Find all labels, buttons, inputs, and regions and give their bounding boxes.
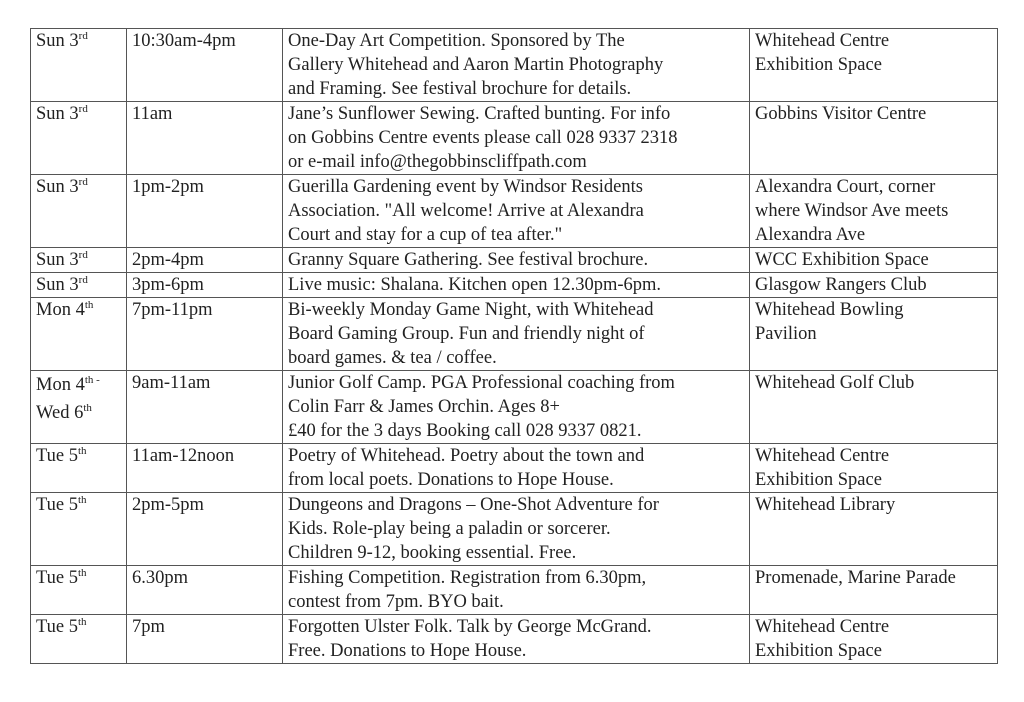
event-day-ordinal: th	[84, 299, 94, 311]
event-row	[31, 102, 998, 175]
event-day-cell	[31, 566, 127, 615]
event-day	[36, 248, 121, 272]
event-location-line: Alexandra Ave	[755, 225, 866, 245]
event-description-line: Board Gaming Group. Fun and friendly night of	[288, 324, 645, 344]
event-location-cell	[750, 493, 998, 566]
event-day-cell	[31, 615, 127, 664]
event-day-text: Wed 6	[36, 403, 84, 423]
event-time-cell	[127, 29, 283, 102]
event-description-line: Court and stay for a cup of tea after."	[288, 225, 563, 245]
event-location-line: Alexandra Court, corner	[755, 177, 936, 197]
event-description-line: board games. & tea / coffee.	[288, 348, 497, 368]
event-description-cell	[283, 371, 750, 444]
event-day-ordinal: rd	[78, 274, 88, 286]
event-day-text: Tue 5	[36, 495, 78, 515]
event-location-line: Pavilion	[755, 324, 817, 344]
event-location-cell	[750, 29, 998, 102]
event-description-cell	[283, 444, 750, 493]
event-location-line: Whitehead Centre	[755, 31, 890, 51]
event-location-cell	[750, 175, 998, 248]
event-day-ordinal: th -	[84, 374, 100, 386]
event-time-cell	[127, 371, 283, 444]
event-description-cell	[283, 615, 750, 664]
event-day-text: Sun 3	[36, 275, 79, 295]
event-description-line: £40 for the 3 days Booking call 028 9337 0821.	[288, 421, 642, 441]
event-time-cell	[127, 444, 283, 493]
event-day	[36, 29, 121, 53]
event-location-line: Exhibition Space	[755, 470, 882, 490]
event-description-line: from local poets. Donations to Hope House.	[288, 470, 614, 490]
event-time-cell	[127, 248, 283, 273]
event-description-line: Dungeons and Dragons – One-Shot Adventure for	[288, 495, 659, 515]
event-description-line: Free. Donations to Hope House.	[288, 641, 527, 661]
event-location-line: Gobbins Visitor Centre	[755, 104, 927, 124]
event-description-line: or e-mail info@thegobbinscliffpath.com	[288, 152, 587, 172]
event-location-line: WCC Exhibition Space	[755, 250, 929, 270]
event-row	[31, 298, 998, 371]
event-day	[36, 273, 121, 297]
event-time: 1pm-2pm	[132, 177, 204, 197]
event-day-cell	[31, 175, 127, 248]
event-time: 6.30pm	[132, 568, 189, 588]
event-location-line: Exhibition Space	[755, 55, 882, 75]
event-day-cell	[31, 102, 127, 175]
event-description-line: Fishing Competition. Registration from 6.30pm,	[288, 568, 647, 588]
event-time-cell	[127, 566, 283, 615]
event-description-line: Guerilla Gardening event by Windsor Residents	[288, 177, 643, 197]
event-time-cell	[127, 493, 283, 566]
event-day-cell	[31, 444, 127, 493]
event-description-cell	[283, 248, 750, 273]
event-description-line: Poetry of Whitehead. Poetry about the town and	[288, 446, 645, 466]
event-day	[36, 175, 121, 199]
event-day-ordinal: th	[78, 616, 87, 628]
event-description-cell	[283, 29, 750, 102]
event-location-line: Whitehead Centre	[755, 446, 890, 466]
event-day-text: Mon 4	[36, 375, 85, 395]
event-description-cell	[283, 102, 750, 175]
event-day-ordinal: th	[78, 567, 87, 579]
event-day-text: Tue 5	[36, 617, 78, 637]
event-row	[31, 615, 998, 664]
event-time: 11am-12noon	[132, 446, 235, 466]
event-day-ordinal: rd	[78, 103, 88, 115]
event-day-cell	[31, 493, 127, 566]
event-time: 7pm	[132, 617, 165, 637]
event-day	[36, 615, 121, 639]
event-description-line: and Framing. See festival brochure for details.	[288, 79, 632, 99]
event-day-ordinal: th	[78, 445, 87, 457]
event-day-ordinal: th	[83, 402, 92, 414]
event-row	[31, 444, 998, 493]
event-day	[36, 371, 121, 399]
event-description-cell	[283, 273, 750, 298]
event-location-line: where Windsor Ave meets	[755, 201, 949, 221]
event-day-ordinal: rd	[78, 249, 88, 261]
event-description-line: Granny Square Gathering. See festival brochure.	[288, 250, 649, 270]
event-day	[36, 444, 121, 468]
event-location-line: Promenade, Marine Parade	[755, 568, 956, 588]
event-time: 2pm-5pm	[132, 495, 204, 515]
event-location-line: Glasgow Rangers Club	[755, 275, 927, 295]
event-location-line: Whitehead Golf Club	[755, 373, 915, 393]
event-day	[36, 493, 121, 517]
event-row	[31, 566, 998, 615]
event-location-cell	[750, 248, 998, 273]
event-location-line: Whitehead Centre	[755, 617, 890, 637]
event-description-line: contest from 7pm. BYO bait.	[288, 592, 504, 612]
event-location-line: Exhibition Space	[755, 641, 882, 661]
event-day-text: Tue 5	[36, 568, 78, 588]
event-row	[31, 29, 998, 102]
event-time-cell	[127, 615, 283, 664]
event-day	[36, 399, 121, 427]
event-description-line: Colin Farr & James Orchin. Ages 8+	[288, 397, 560, 417]
event-day-text: Sun 3	[36, 31, 79, 51]
event-description-line: One-Day Art Competition. Sponsored by The	[288, 31, 625, 51]
event-day-text: Sun 3	[36, 250, 79, 270]
event-time: 10:30am-4pm	[132, 31, 236, 51]
event-time: 7pm-11pm	[132, 300, 213, 320]
event-description-line: Junior Golf Camp. PGA Professional coaching from	[288, 373, 675, 393]
event-row	[31, 273, 998, 298]
event-time-cell	[127, 175, 283, 248]
event-description-line: Bi-weekly Monday Game Night, with Whitehead	[288, 300, 654, 320]
event-location-line: Whitehead Library	[755, 495, 896, 515]
events-table-body	[31, 29, 998, 664]
event-location-cell	[750, 444, 998, 493]
event-day-cell	[31, 298, 127, 371]
event-time-cell	[127, 102, 283, 175]
event-description-line: Live music: Shalana. Kitchen open 12.30pm-6pm.	[288, 275, 662, 295]
event-day-ordinal: rd	[78, 176, 88, 188]
event-day	[36, 102, 121, 126]
event-location-cell	[750, 566, 998, 615]
event-row	[31, 175, 998, 248]
event-day-ordinal: th	[78, 494, 87, 506]
event-time-cell	[127, 273, 283, 298]
event-time: 2pm-4pm	[132, 250, 204, 270]
event-time-cell	[127, 298, 283, 371]
event-day-ordinal: rd	[78, 30, 88, 42]
event-description-cell	[283, 298, 750, 371]
event-location-cell	[750, 273, 998, 298]
event-row	[31, 493, 998, 566]
event-location-cell	[750, 102, 998, 175]
event-description-line: Association. "All welcome! Arrive at Alexandra	[288, 201, 644, 221]
event-row	[31, 371, 998, 444]
event-location-cell	[750, 298, 998, 371]
event-time: 9am-11am	[132, 373, 211, 393]
events-table	[30, 28, 998, 664]
event-day-cell	[31, 248, 127, 273]
event-description-line: on Gobbins Centre events please call 028 9337 2318	[288, 128, 678, 148]
event-day-cell	[31, 371, 127, 444]
event-location-cell	[750, 371, 998, 444]
event-description-line: Kids. Role-play being a paladin or sorcerer.	[288, 519, 611, 539]
event-description-cell	[283, 175, 750, 248]
event-time: 3pm-6pm	[132, 275, 204, 295]
event-time: 11am	[132, 104, 173, 124]
event-day-text: Mon 4	[36, 300, 85, 320]
event-day-text: Sun 3	[36, 104, 79, 124]
event-description-cell	[283, 493, 750, 566]
event-day-cell	[31, 29, 127, 102]
event-description-line: Jane’s Sunflower Sewing. Crafted bunting. For info	[288, 104, 671, 124]
event-day-text: Sun 3	[36, 177, 79, 197]
event-location-line: Whitehead Bowling	[755, 300, 904, 320]
event-day-cell	[31, 273, 127, 298]
event-row	[31, 248, 998, 273]
event-day	[36, 298, 121, 322]
event-description-line: Gallery Whitehead and Aaron Martin Photography	[288, 55, 664, 75]
event-location-cell	[750, 615, 998, 664]
event-day-text: Tue 5	[36, 446, 78, 466]
event-description-cell	[283, 566, 750, 615]
event-day	[36, 566, 121, 590]
event-description-line: Children 9-12, booking essential. Free.	[288, 543, 577, 563]
event-description-line: Forgotten Ulster Folk. Talk by George McGrand.	[288, 617, 652, 637]
